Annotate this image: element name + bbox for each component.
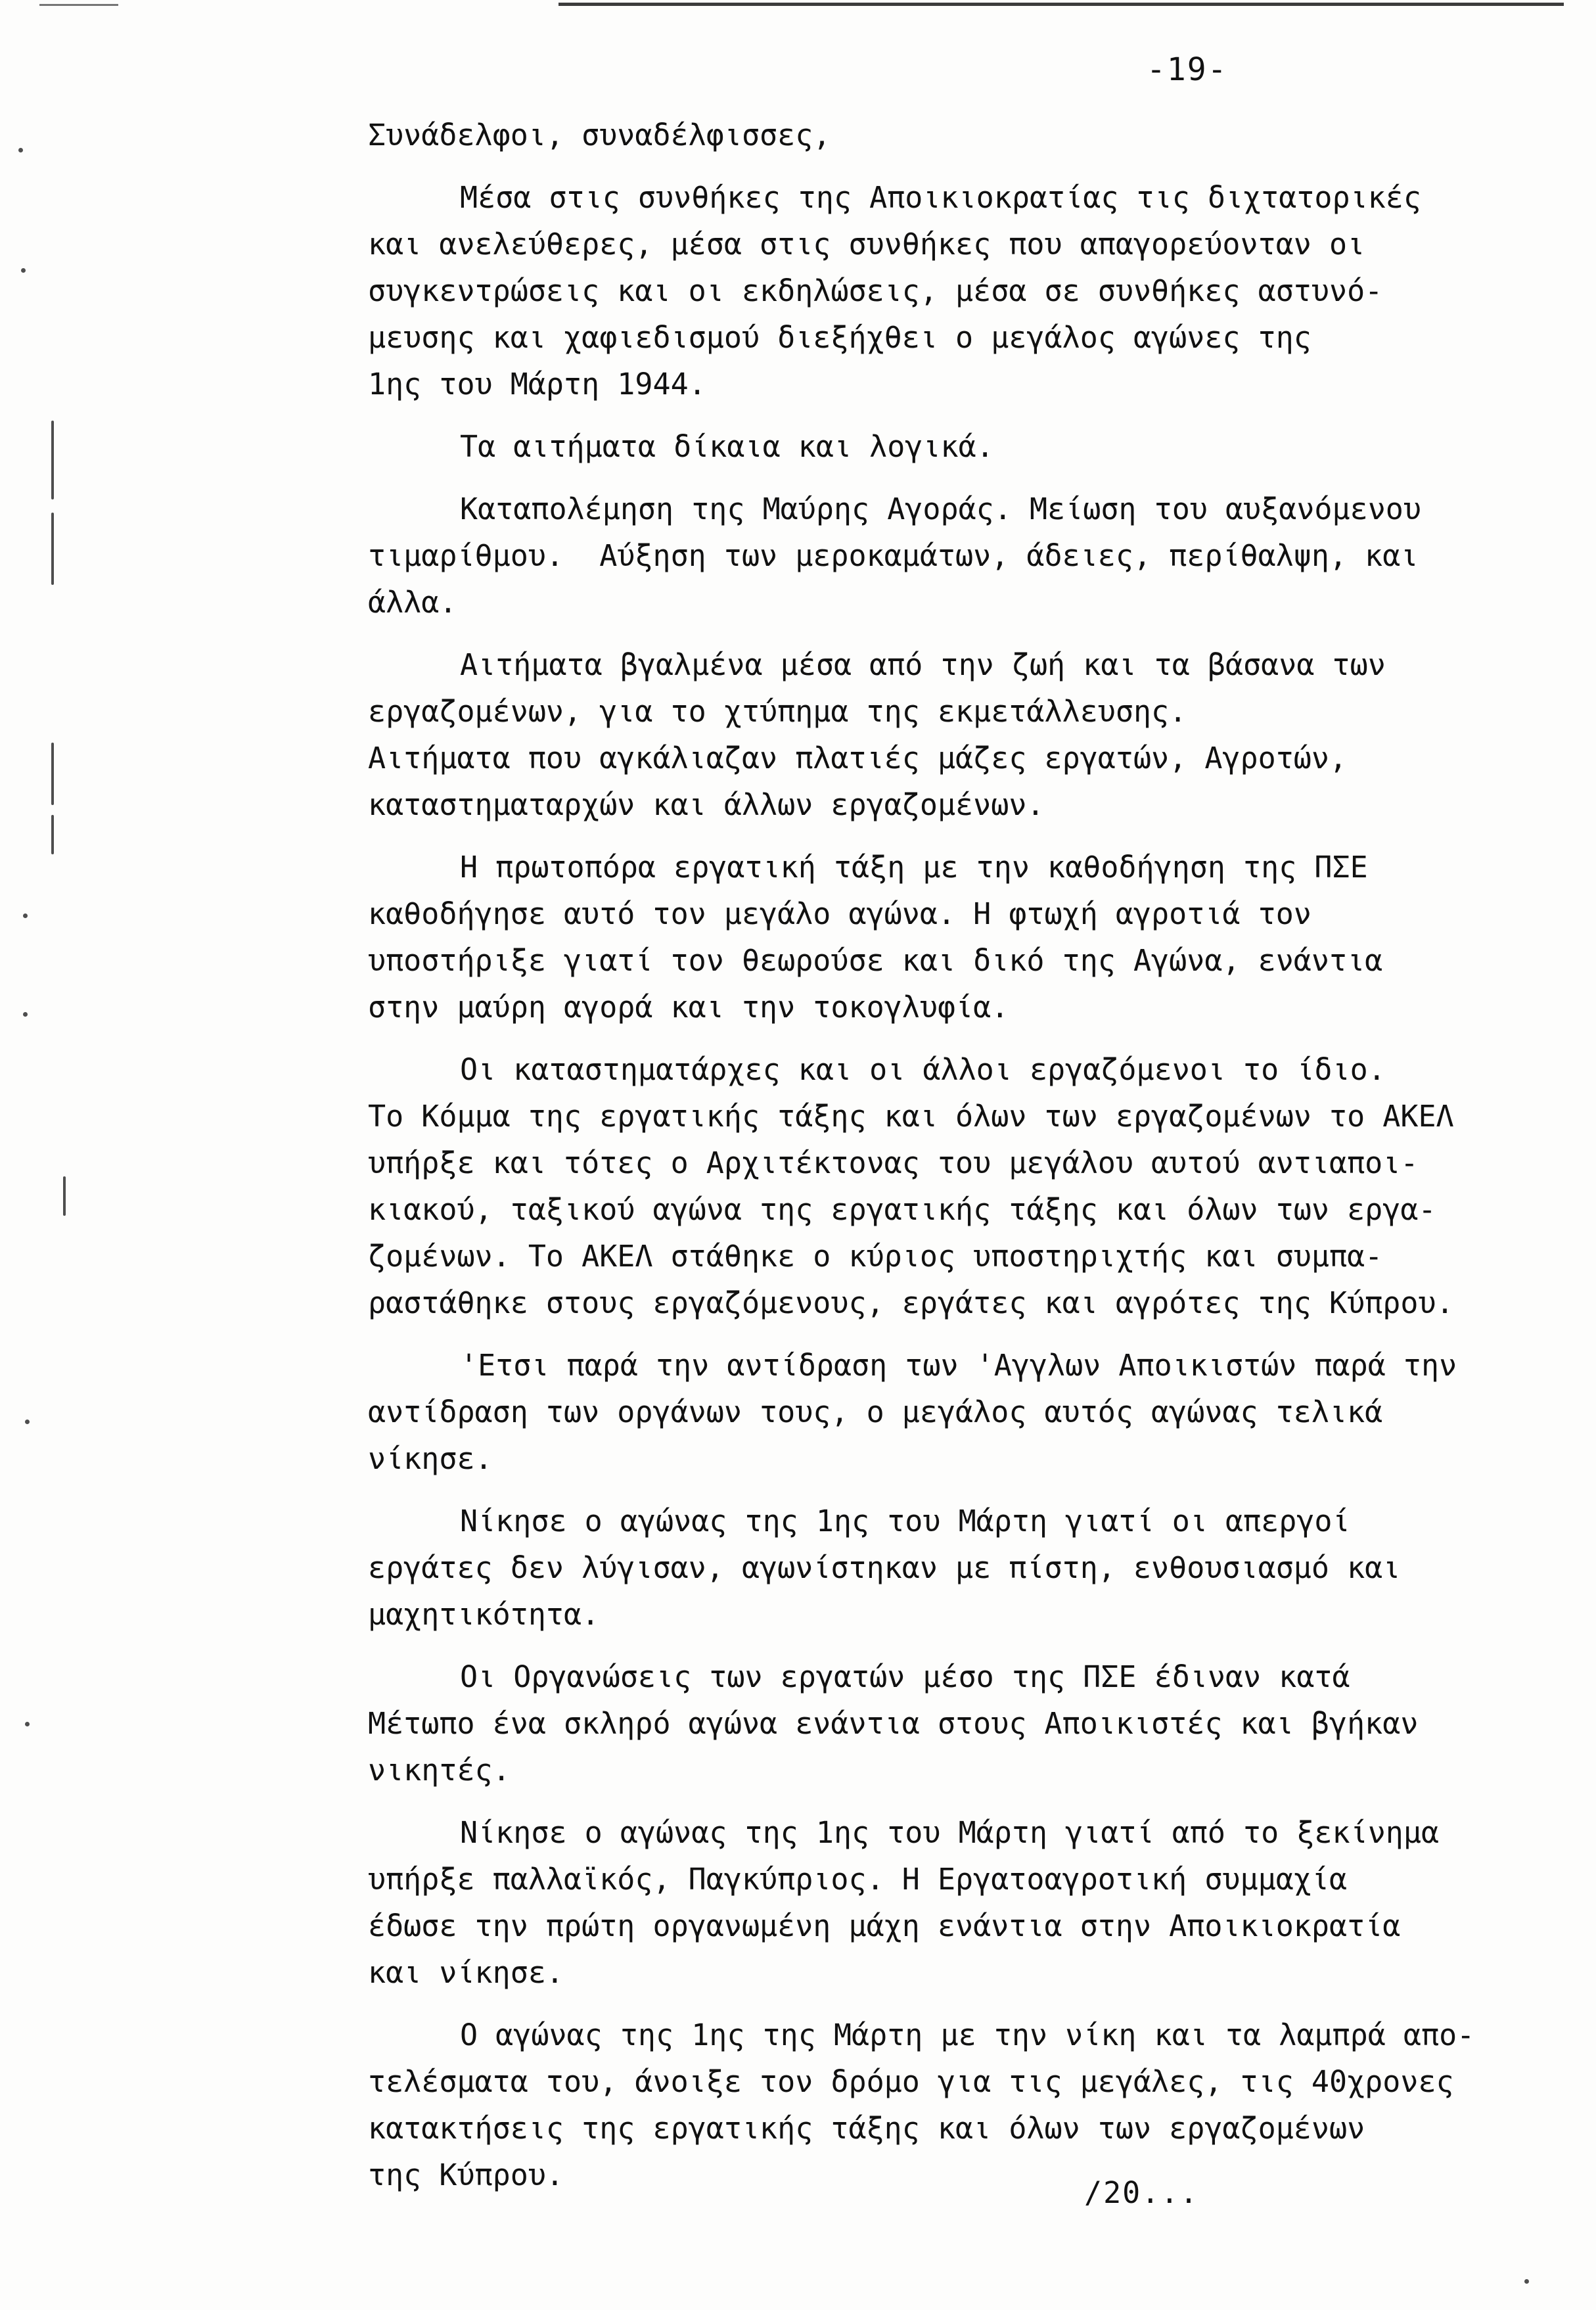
scan-artifact-dot [25, 1420, 30, 1424]
scan-artifact-dot [18, 148, 23, 152]
text-line: Οι Οργανώσεις των εργατών μέσο της ΠΣΕ έδιναν κατά [460, 1659, 1350, 1694]
scan-artifact-dot [25, 1722, 30, 1726]
text-line: νίκησε. [368, 1441, 493, 1476]
text-line: Το Κόμμα της εργατικής τάξης και όλων των εργαζομένων το ΑΚΕΛ [368, 1099, 1454, 1134]
paragraph-gap [368, 407, 1485, 423]
paragraph-gap [368, 158, 1485, 174]
text-line: 'Ετσι παρά την αντίδραση των 'Αγγλων Αποικιστών παρά την [460, 1348, 1457, 1383]
paragraph-gap [368, 626, 1485, 641]
paragraph-gap [368, 1326, 1485, 1342]
scan-artifact-dot [1524, 2279, 1529, 2284]
scan-artifact-top-left [39, 4, 118, 6]
paragraph [368, 1342, 1485, 1482]
paragraph-gap [368, 1996, 1485, 2012]
text-line: μαχητικότητα. [368, 1597, 600, 1632]
paragraph-gap [368, 470, 1485, 486]
text-line: της Κύπρου. [368, 2158, 564, 2192]
text-line: εργαζομένων, για το χτύπημα της εκμετάλλευσης. [368, 694, 1187, 729]
paragraph [368, 641, 1485, 828]
text-line: Καταπολέμηση της Μαύρης Αγοράς. Μείωση του αυξανόμενου [460, 492, 1421, 526]
text-line: Οι καταστηματάρχες και οι άλλοι εργαζόμενοι το ίδιο. [460, 1052, 1386, 1087]
text-line: και ανελεύθερες, μέσα στις συνθήκες που απαγορεύονταν οι [368, 227, 1365, 262]
paragraph-gap [368, 1638, 1485, 1653]
text-line: μευσης και χαφιεδισμού διεξήχθει ο μεγάλος αγώνες της [368, 320, 1311, 355]
text-line: τιμαρίθμου. Αύξηση των μεροκαμάτων, άδειες, περίθαλψη, και [368, 538, 1419, 573]
paragraph [368, 174, 1485, 407]
paragraph [368, 844, 1485, 1030]
text-line: υποστήριξε γιατί τον θεωρούσε και δικό της Αγώνα, ενάντια [368, 943, 1383, 978]
scan-artifact-dot [21, 268, 26, 273]
text-line: άλλα. [368, 585, 457, 620]
paragraph-gap [368, 1793, 1485, 1809]
salutation [368, 112, 1485, 158]
text-line: Νίκησε ο αγώνας της 1ης του Μάρτη γιατί οι απεργοί [460, 1504, 1350, 1538]
text-line: καθοδήγησε αυτό τον μεγάλο αγώνα. Η φτωχή αγροτιά τον [368, 896, 1311, 931]
text-line: Η πρωτοπόρα εργατική τάξη με την καθοδήγηση της ΠΣΕ [460, 850, 1368, 885]
paragraph [368, 1653, 1485, 1793]
text-line: έδωσε την πρώτη οργανωμένη μάχη ενάντια στην Αποικιοκρατία [368, 1908, 1401, 1943]
text-line: ζομένων. Το ΑΚΕΛ στάθηκε ο κύριος υποστηριχτής και συμπα- [368, 1239, 1383, 1274]
text-line: στην μαύρη αγορά και την τοκογλυφία. [368, 990, 1009, 1025]
text-line: Τα αιτήματα δίκαια και λογικά. [460, 429, 994, 464]
text-line: καταστηματαρχών και άλλων εργαζομένων. [368, 787, 1045, 822]
text-line: Μέτωπο ένα σκληρό αγώνα ενάντια στους Αποικιστές και βγήκαν [368, 1706, 1419, 1741]
scan-artifact-margin-mark [63, 1176, 66, 1216]
text-line: Αιτήματα βγαλμένα μέσα από την ζωή και τα βάσανα των [460, 647, 1386, 682]
scan-artifact-margin-mark [51, 743, 54, 805]
text-line: ραστάθηκε στους εργαζόμενους, εργάτες και αγρότες της Κύπρου. [368, 1285, 1454, 1320]
body-text [368, 112, 1485, 2198]
scan-artifact-margin-mark [51, 513, 54, 585]
paragraph [368, 1046, 1485, 1326]
text-line: κατακτήσεις της εργατικής τάξης και όλων των εργαζομένων [368, 2111, 1365, 2146]
paragraph [368, 1498, 1485, 1638]
scan-artifact-top-rule [559, 3, 1564, 6]
text-line: 1ης του Μάρτη 1944. [368, 367, 706, 402]
text-line: κιακού, ταξικού αγώνα της εργατικής τάξης και όλων των εργα- [368, 1192, 1436, 1227]
paragraph-gap [368, 1482, 1485, 1498]
text-line: Συνάδελφοι, συναδέλφισσες, [368, 118, 831, 152]
scan-artifact-dot [23, 913, 28, 918]
scan-artifact-margin-mark [51, 421, 54, 499]
text-line: Ο αγώνας της 1ης της Μάρτη με την νίκη και τα λαμπρά απο- [460, 2018, 1475, 2052]
text-line: συγκεντρώσεις και οι εκδηλώσεις, μέσα σε συνθήκες αστυνό- [368, 273, 1383, 308]
text-line: νικητές. [368, 1753, 511, 1788]
paragraph [368, 423, 1485, 470]
scan-artifact-dot [23, 1012, 28, 1017]
paragraph [368, 1809, 1485, 1996]
text-line: Αιτήματα που αγκάλιαζαν πλατιές μάζες εργατών, Αγροτών, [368, 741, 1348, 775]
paragraph [368, 486, 1485, 626]
text-line: υπήρξε παλλαϊκός, Παγκύπριος. Η Εργατοαγροτική συμμαχία [368, 1862, 1348, 1897]
continuation-marker: /20... [1084, 2175, 1199, 2210]
page-number: -19- [1147, 51, 1228, 88]
text-line: Νίκησε ο αγώνας της 1ης του Μάρτη γιατί από το ξεκίνημα [460, 1815, 1440, 1850]
text-line: τελέσματα του, άνοιξε τον δρόμο για τις μεγάλες, τις 40χρονες [368, 2064, 1454, 2099]
text-line: εργάτες δεν λύγισαν, αγωνίστηκαν με πίστη, ενθουσιασμό και [368, 1550, 1401, 1585]
text-line: αντίδραση των οργάνων τους, ο μεγάλος αυτός αγώνας τελικά [368, 1395, 1383, 1429]
text-line: και νίκησε. [368, 1955, 564, 1990]
text-line: Μέσα στις συνθήκες της Αποικιοκρατίας τις διχτατορικές [460, 180, 1421, 215]
scan-artifact-margin-mark [51, 815, 54, 854]
paragraph-gap [368, 828, 1485, 844]
text-line: υπήρξε και τότες ο Αρχιτέκτονας του μεγάλου αυτού αντιαποι- [368, 1145, 1419, 1180]
paragraph [368, 2012, 1485, 2198]
paragraph-gap [368, 1030, 1485, 1046]
